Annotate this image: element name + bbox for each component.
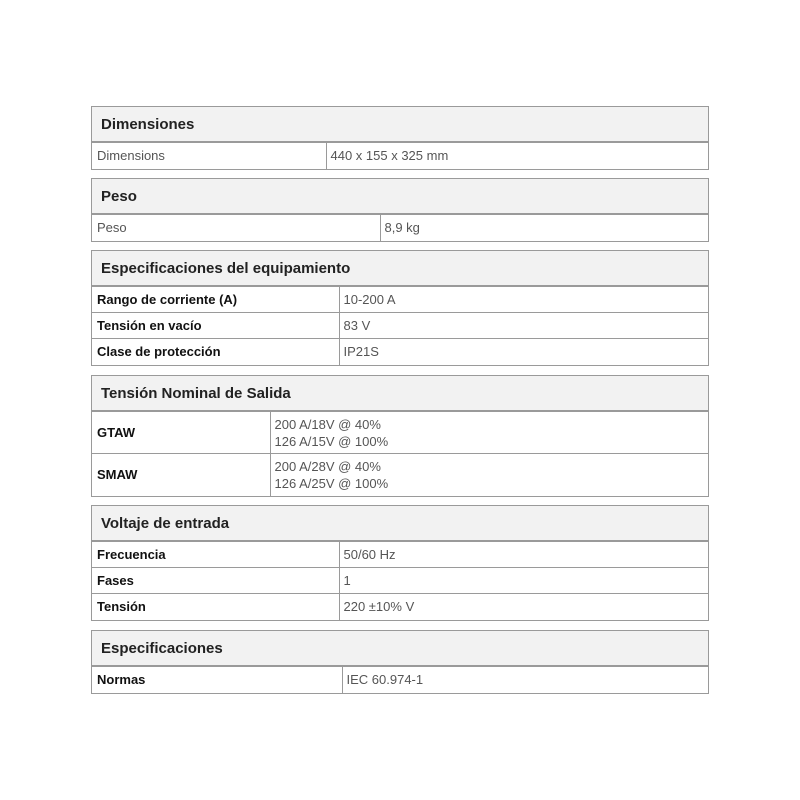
spec-value-line: 50/60 Hz [343, 547, 396, 562]
spec-value [339, 594, 708, 620]
table-row [92, 454, 708, 496]
table-row [92, 313, 708, 339]
spec-value [339, 339, 708, 365]
section-title: Especificaciones del equipamiento [92, 251, 708, 286]
spec-table [92, 286, 708, 365]
spec-key: Clase de protección [92, 339, 339, 365]
table-row [92, 568, 708, 594]
spec-table [92, 541, 708, 620]
spec-section [91, 630, 709, 694]
table-row [92, 542, 708, 568]
spec-value-line: 83 V [343, 318, 371, 333]
spec-section [91, 505, 709, 621]
spec-table [92, 142, 708, 169]
table-row [92, 339, 708, 365]
spec-value-line: 126 A/15V @ 100% [274, 433, 389, 449]
spec-key: Fases [92, 568, 339, 594]
spec-key: Normas [92, 667, 342, 693]
spec-section [91, 250, 709, 366]
spec-value-line: 1 [343, 573, 351, 588]
spec-key: Peso [92, 215, 380, 241]
table-row [92, 667, 708, 693]
spec-key: Tensión en vacío [92, 313, 339, 339]
spec-value-line: 10-200 A [343, 292, 396, 307]
spec-table [92, 214, 708, 241]
spec-value [326, 143, 708, 169]
table-row [92, 215, 708, 241]
spec-key: Rango de corriente (A) [92, 287, 339, 313]
spec-value-line: 220 ±10% V [343, 599, 415, 615]
spec-key: Tensión [92, 594, 339, 620]
spec-value [339, 313, 708, 339]
section-title: Dimensiones [92, 107, 708, 142]
section-title: Peso [92, 179, 708, 214]
spec-section [91, 106, 709, 170]
spec-key: GTAW [92, 412, 270, 454]
section-title: Especificaciones [92, 631, 708, 666]
spec-section [91, 178, 709, 242]
spec-value-line: IEC 60.974-1 [346, 672, 424, 688]
spec-value-line: IP21S [343, 344, 379, 360]
spec-key: Frecuencia [92, 542, 339, 568]
spec-key: Dimensions [92, 143, 326, 169]
spec-table [92, 666, 708, 693]
spec-value [339, 542, 708, 568]
spec-value [339, 568, 708, 594]
spec-key: SMAW [92, 454, 270, 496]
spec-value-line: 126 A/25V @ 100% [274, 475, 389, 491]
table-row [92, 594, 708, 620]
spec-value-line: 8,9 kg [384, 220, 420, 236]
spec-value [270, 454, 708, 496]
spec-value-line: 200 A/28V @ 40% [274, 458, 381, 474]
table-row [92, 287, 708, 313]
spec-value [339, 287, 708, 313]
spec-value [342, 667, 708, 693]
spec-section [91, 375, 709, 497]
spec-table [92, 411, 708, 496]
spec-value-line: 200 A/18V @ 40% [274, 416, 381, 432]
spec-value [380, 215, 708, 241]
table-row [92, 143, 708, 169]
spec-value-line: 440 x 155 x 325 mm [330, 148, 449, 164]
section-title: Voltaje de entrada [92, 506, 708, 541]
table-row [92, 412, 708, 454]
spec-value [270, 412, 708, 454]
section-title: Tensión Nominal de Salida [92, 376, 708, 411]
